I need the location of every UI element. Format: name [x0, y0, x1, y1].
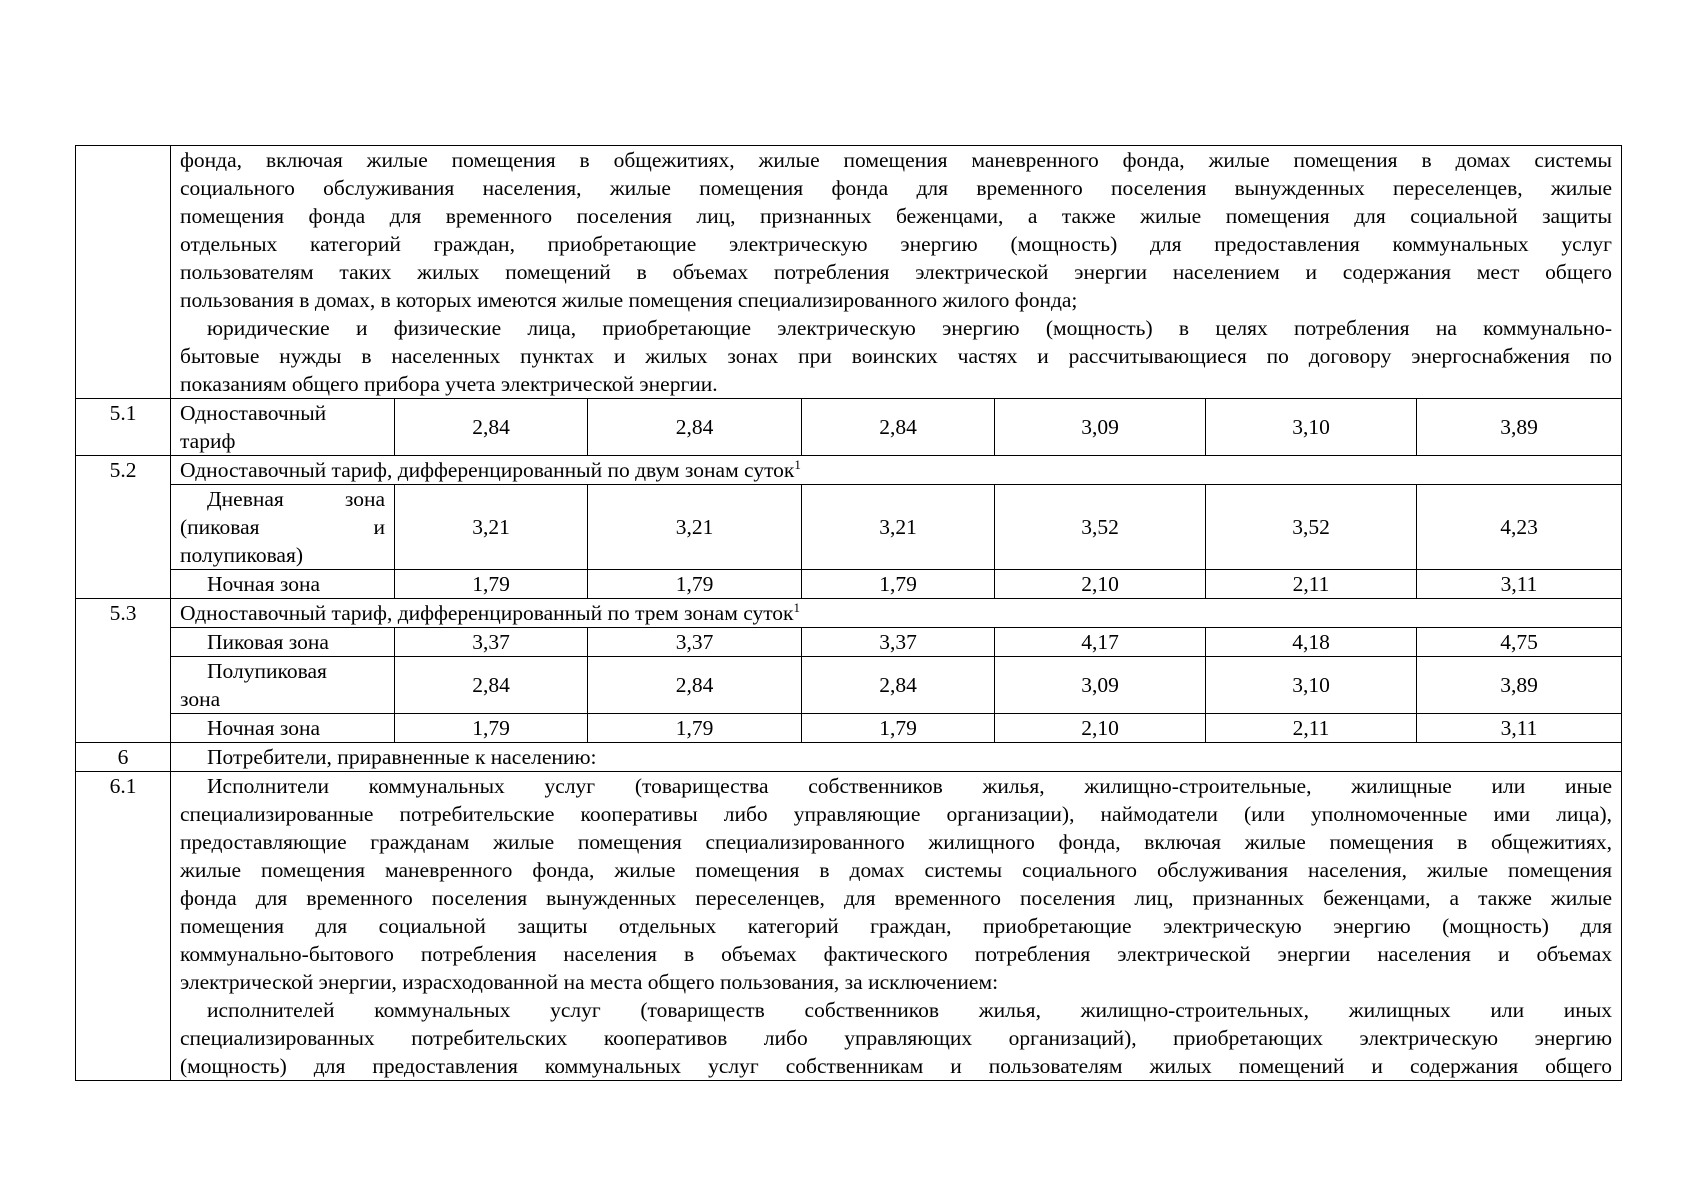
- tariff-value: 3,89: [1417, 657, 1622, 714]
- row-number: 6.1: [76, 772, 171, 1081]
- tariff-value: 1,79: [802, 714, 995, 743]
- intro-paragraph-1: [180, 146, 1612, 286]
- row-label-line: зона: [180, 687, 221, 711]
- intro-paragraph-2: [180, 314, 1612, 370]
- row-label: Ночная зона: [171, 570, 395, 599]
- section-title: [171, 599, 1622, 628]
- intro-paragraph-2-last-line: показаниям общего прибора учета электрической энергии.: [180, 372, 718, 396]
- tariff-value: 2,84: [802, 399, 995, 456]
- row-label: [171, 485, 395, 570]
- intro-paragraph-1-last-line: пользования в домах, в которых имеются жилые помещения специализированного жилого фонда;: [180, 288, 1078, 312]
- row-number: 5.2: [76, 456, 171, 599]
- tariff-value: 2,11: [1206, 570, 1417, 599]
- footnote-mark: 1: [793, 599, 801, 615]
- section-title: Потребители, приравненные к населению:: [171, 743, 1622, 772]
- tariff-value: 3,21: [802, 485, 995, 570]
- text-line: юридические и физические лица, приобретающие электрическую энергию (мощность) в целях потребления на коммунально-: [207, 316, 1613, 340]
- tariff-value: 3,52: [1206, 485, 1417, 570]
- text-line: фонда для временного поселения вынужденных переселенцев, для временного поселения лиц, признанных беженцами, а также жилые: [180, 886, 1613, 910]
- tariff-value: 2,84: [588, 399, 802, 456]
- text-line: жилые помещения маневренного фонда, жилые помещения в домах системы социального обслуживания населения, жилые помещения: [180, 858, 1613, 882]
- text-line: помещения для социальной защиты отдельных категорий граждан, приобретающие электрическую энергию (мощность) для: [180, 914, 1613, 938]
- tariff-value: 2,84: [802, 657, 995, 714]
- tariff-value: 3,09: [995, 399, 1206, 456]
- table-row-5-3: [76, 599, 1622, 628]
- row-number: 5.1: [76, 399, 171, 456]
- table-row-5-3-night: [76, 714, 1622, 743]
- intro-num-cell: [76, 146, 171, 399]
- intro-text-cell: [171, 146, 1622, 399]
- row-label: [171, 657, 395, 714]
- text-line: помещения фонда для временного поселения лиц, признанных беженцами, а также жилые помещения для социальной защиты: [180, 204, 1613, 228]
- row-text-cell: [171, 772, 1622, 1081]
- text-line: предоставляющие гражданам жилые помещения специализированного жилищного фонда, включая жилые помещения в общежитиях,: [180, 830, 1613, 854]
- tariff-value: 3,09: [995, 657, 1206, 714]
- tariff-value: 3,10: [1206, 657, 1417, 714]
- row-label-word: и: [373, 515, 385, 539]
- section-title: [171, 456, 1622, 485]
- text-line: фонда, включая жилые помещения в общежитиях, жилые помещения маневренного фонда, жилые помещения в домах системы: [180, 148, 1613, 172]
- row-label-word: Дневная: [207, 487, 284, 511]
- footnote-mark: 1: [794, 456, 801, 472]
- tariff-value: 3,21: [588, 485, 802, 570]
- tariff-value: 3,21: [395, 485, 588, 570]
- tariff-value: 2,10: [995, 714, 1206, 743]
- text-line: Исполнители коммунальных услуг (товарищества собственников жилья, жилищно-строительные, жилищные или иные: [207, 774, 1613, 798]
- tariff-value: 1,79: [395, 714, 588, 743]
- tariff-value: 2,84: [588, 657, 802, 714]
- row-6-1-paragraph-1: [180, 772, 1612, 968]
- tariff-value: 2,84: [395, 657, 588, 714]
- table-row-6-1: [76, 772, 1622, 1081]
- table-row-5-3-peak: [76, 628, 1622, 657]
- tariff-value: 3,11: [1417, 714, 1622, 743]
- row-label-line: Одноставочный: [180, 401, 327, 425]
- tariff-value: 1,79: [395, 570, 588, 599]
- table-row-5-3-half-peak: [76, 657, 1622, 714]
- tariff-value: 1,79: [588, 714, 802, 743]
- row-number: 6: [76, 743, 171, 772]
- tariff-value: 3,10: [1206, 399, 1417, 456]
- table-row-6: [76, 743, 1622, 772]
- section-title-text: Одноставочный тариф, дифференцированный по двум зонам суток: [180, 458, 795, 482]
- row-label-line: [180, 513, 385, 541]
- table-row-5-2-day: [76, 485, 1622, 570]
- row-label: Пиковая зона: [171, 628, 395, 657]
- row-label-line: Полупиковая: [207, 659, 327, 683]
- table-row-5-2-night: [76, 570, 1622, 599]
- tariff-value: 3,52: [995, 485, 1206, 570]
- row-6-1-paragraph-1-last-line: электрической энергии, израсходованной на места общего пользования, за исключением:: [180, 970, 999, 994]
- text-line: специализированных потребительских кооперативов либо управляющих организаций), приобретающих электрическую энергию: [180, 1026, 1613, 1050]
- text-line: коммунально-бытового потребления населения в объемах фактического потребления электрической энергии населения и объемах: [180, 942, 1613, 966]
- row-label-line: полупиковая): [180, 543, 304, 567]
- text-line: бытовые нужды в населенных пунктах и жилых зонах при воинских частях и рассчитывающиеся по договору энергоснабжения по: [180, 344, 1613, 368]
- tariff-value: 3,37: [395, 628, 588, 657]
- row-6-1-paragraph-2: [180, 996, 1612, 1080]
- tariff-value: 2,11: [1206, 714, 1417, 743]
- tariff-value: 4,75: [1417, 628, 1622, 657]
- tariff-value: 4,18: [1206, 628, 1417, 657]
- text-line: пользователям таких жилых помещений в объемах потребления электрической энергии населением и содержания мест общего: [180, 260, 1613, 284]
- tariff-value: 3,11: [1417, 570, 1622, 599]
- tariff-value: 4,17: [995, 628, 1206, 657]
- tariff-table: [75, 145, 1622, 1081]
- table-row-5-2: [76, 456, 1622, 485]
- intro-row: [76, 146, 1622, 399]
- tariff-value: 1,79: [802, 570, 995, 599]
- row-label: [171, 399, 395, 456]
- text-line: социального обслуживания населения, жилые помещения фонда для временного поселения вынужденных переселенцев, жилые: [180, 176, 1613, 200]
- tariff-value: 3,89: [1417, 399, 1622, 456]
- text-line: специализированные потребительские кооперативы либо управляющие организации), наймодатели (или уполномоченные ими лица),: [180, 802, 1613, 826]
- tariff-value: 1,79: [588, 570, 802, 599]
- table-row-5-1: [76, 399, 1622, 456]
- row-label-line: [180, 485, 385, 513]
- tariff-value: 3,37: [588, 628, 802, 657]
- tariff-value: 2,84: [395, 399, 588, 456]
- row-label-word: зона: [344, 487, 385, 511]
- tariff-value: 3,37: [802, 628, 995, 657]
- tariff-value: 4,23: [1417, 485, 1622, 570]
- text-line: отдельных категорий граждан, приобретающие электрическую энергию (мощность) для предоставления коммунальных услуг: [180, 232, 1613, 256]
- text-line: (мощность) для предоставления коммунальных услуг собственникам и пользователям жилых помещений и содержания общего: [180, 1054, 1613, 1078]
- text-line: исполнителей коммунальных услуг (товариществ собственников жилья, жилищно-строительных, жилищных или иных: [207, 998, 1613, 1022]
- tariff-value: 2,10: [995, 570, 1206, 599]
- row-label-line: тариф: [180, 429, 236, 453]
- row-label-word: (пиковая: [180, 515, 260, 539]
- row-label: Ночная зона: [171, 714, 395, 743]
- row-number: 5.3: [76, 599, 171, 743]
- section-title-text: Одноставочный тариф, дифференцированный по трем зонам суток: [180, 601, 794, 625]
